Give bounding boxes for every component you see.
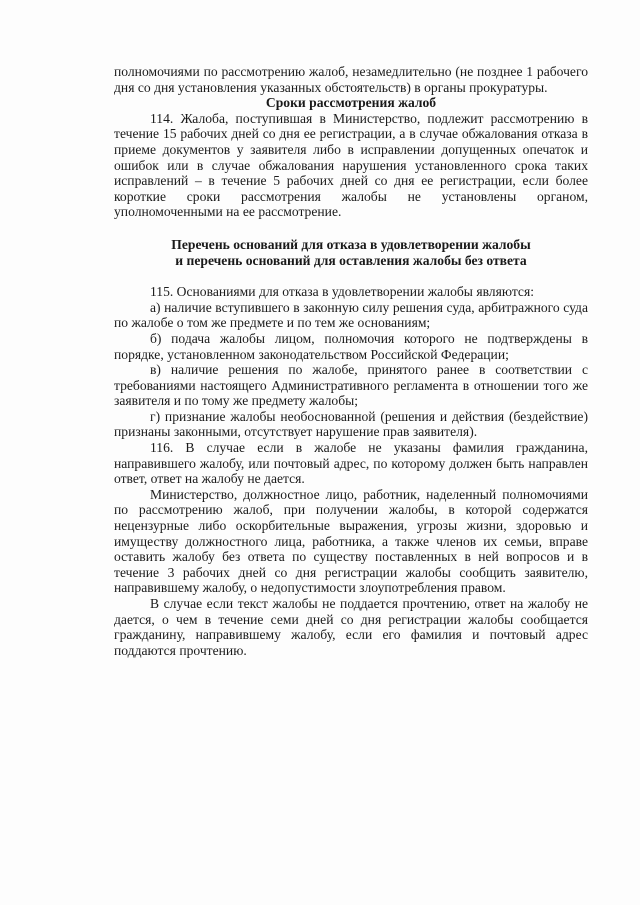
paragraph-116: 116. В случае если в жалобе не указаны фамилия гражданина, направившего жалобу, или почтовый адрес, по которому должен быть направлен ответ, ответ на жалобу не дается. (114, 440, 588, 487)
paragraph-115-intro: 115. Основаниями для отказа в удовлетворении жалобы являются: (150, 284, 534, 300)
heading-grounds-line-1: Перечень оснований для отказа в удовлетворении жалобы (171, 236, 531, 252)
paragraph-115-item-a: а) наличие вступившего в законную силу решения суда, арбитражного суда по жалобе о том же предмете и по тем же основаниям; (114, 299, 588, 331)
paragraph-116-ministry: Министерство, должностное лицо, работник, наделенный полномочиями по рассмотрению жалоб, при получении жалобы, в которой содержатся нецензурные либо оскорбительные выражения, угрозы жизни, здоровью и имуществу должностного лица, работника, а также членов их семьи, вправе оставить жалобу без ответа по существу поставленных в ней вопросов и в течение 3 рабочих дней со дня регистрации жалобы сообщить заявителю, направившему жалобу, о недопустимости злоупотребления правом. (114, 486, 588, 596)
heading-grounds (114, 237, 588, 268)
paragraph-114: 114. Жалоба, поступившая в Министерство, подлежит рассмотрению в течение 15 рабочих дней со дня ее регистрации, а в случае обжалования отказа в приеме документов у заявителя либо в исправлении допущенных опечаток и ошибок или в случае обжалования нарушения установленного срока таких исправлений – в течение 5 рабочих дней со дня ее регистрации, если более короткие сроки рассмотрения жалобы не установлены органом, уполномоченными на ее рассмотрение. (114, 110, 588, 220)
document-body (114, 64, 588, 658)
paragraph-continuation: полномочиями по рассмотрению жалоб, незамедлительно (не позднее 1 рабочего дня со дня установления указанных обстоятельств) в органы прокуратуры. (114, 64, 588, 95)
paragraph-115-item-c: в) наличие решения по жалобе, принятого ранее в соответствии с требованиями настоящего Административного регламента в отношении того же заявителя и по тому же предмету жалобы; (114, 362, 588, 409)
heading-grounds-line-2: и перечень оснований для оставления жалобы без ответа (175, 252, 527, 268)
paragraph-116-unreadable: В случае если текст жалобы не поддается прочтению, ответ на жалобу не дается, о чем в течение семи дней со дня регистрации жалобы сообщается гражданину, направившему жалобу, если его фамилия и почтовый адрес поддаются прочтению. (114, 596, 588, 658)
paragraph-115-item-b: б) подача жалобы лицом, полномочия которого не подтверждены в порядке, установленном законодательством Российской Федерации; (114, 330, 588, 362)
paragraph-115-item-d: г) признание жалобы необоснованной (решения и действия (бездействие) признаны законными, отсутствует нарушение прав заявителя). (114, 408, 588, 440)
heading-review-terms: Сроки рассмотрения жалоб (265, 95, 437, 111)
